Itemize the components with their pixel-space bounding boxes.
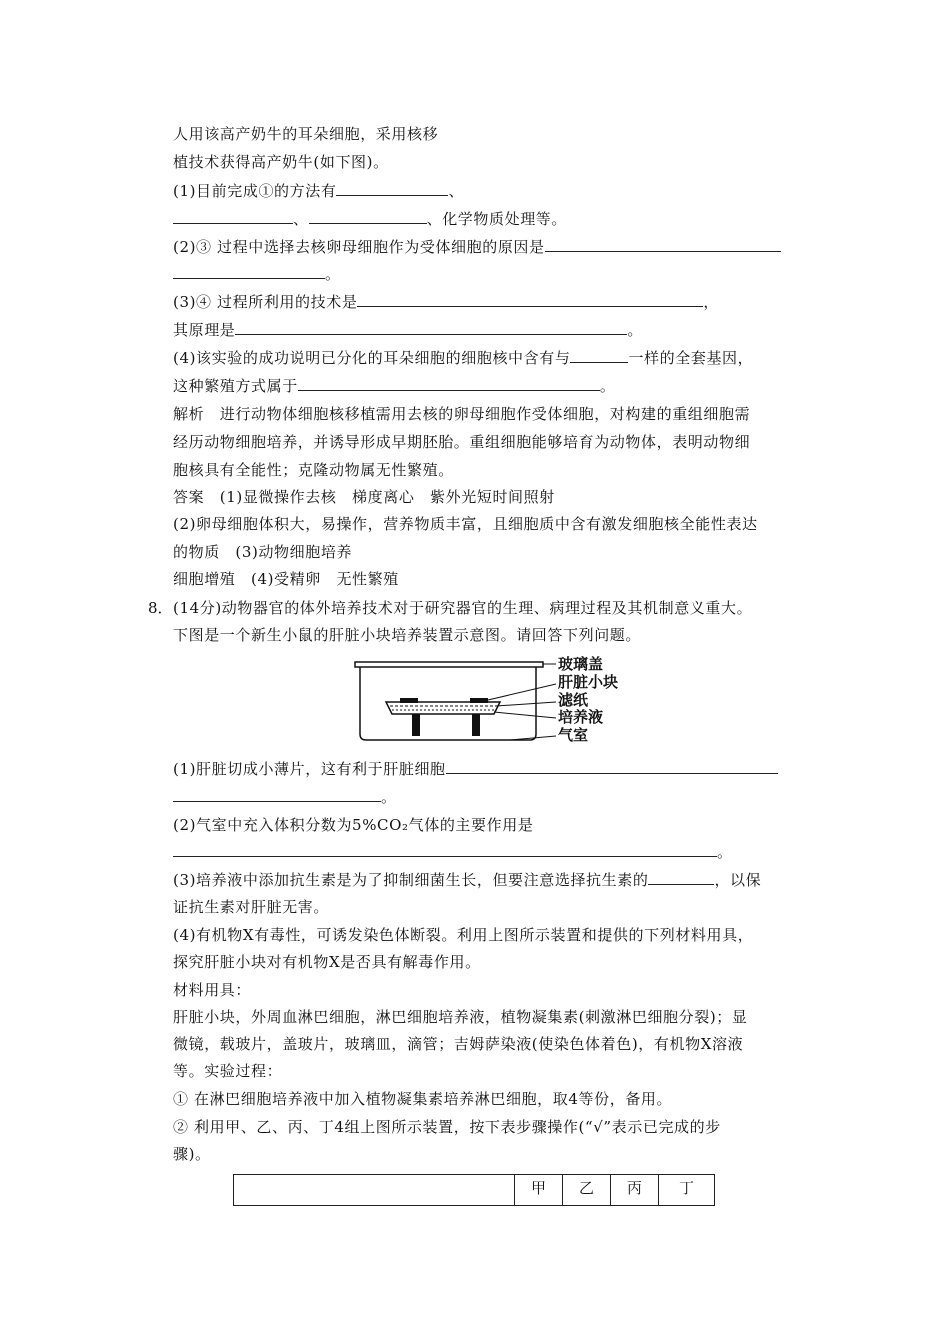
table-header-row <box>234 1175 715 1206</box>
question-number: 8． <box>148 599 173 617</box>
culture-apparatus-diagram <box>350 656 650 746</box>
step-2-line2: 骤)。 <box>173 1145 211 1163</box>
glass-lid <box>355 662 543 667</box>
answer-blank[interactable] <box>309 209 427 224</box>
q8-stem-line-1: (14分)动物器官的体外培养技术对于研究器官的生理、病理过程及其机制意义重大。 <box>173 599 753 617</box>
answer-blank[interactable] <box>570 348 628 363</box>
table-header-ding: 丁 <box>659 1175 715 1206</box>
q7-part4-end: 一样的全套基因， <box>628 349 754 367</box>
table-header-bing: 丙 <box>611 1175 659 1206</box>
q7-part4-text2: 这种繁殖方式属于 <box>173 377 298 395</box>
q8-part3-end: ，以保 <box>714 871 762 889</box>
q7-part4-line1 <box>173 348 753 368</box>
table-header-blank <box>234 1175 515 1206</box>
answer-blank[interactable] <box>648 870 714 885</box>
label-liver-piece: 肝脏小块 <box>558 673 619 691</box>
table-header-jia: 甲 <box>515 1175 563 1206</box>
answer-blank[interactable] <box>357 292 703 307</box>
q7-part1-end: 、化学物质处理等。 <box>426 210 568 228</box>
q7-part2-end: 。 <box>325 265 341 283</box>
analysis-line-1: 解析 进行动物体细胞核移植需用去核的卵母细胞作受体细胞，对构建的重组细胞需 <box>173 405 751 423</box>
q8-part3-line2: 证抗生素对肝脏无害。 <box>173 898 330 916</box>
q7-part3-principle: 其原理是 <box>173 321 236 339</box>
label-culture-medium: 培养液 <box>558 708 604 726</box>
q7-part3-end: ， <box>703 293 720 311</box>
label-filter-paper: 滤纸 <box>558 691 589 709</box>
q7-part4-line2 <box>173 376 615 396</box>
answer-line-3: 的物质 (3)动物细胞培养 <box>173 543 353 561</box>
step-1: ① 在淋巴细胞培养液中加入植物凝集素培养淋巴细胞，取4等份，备用。 <box>173 1090 673 1108</box>
q8-part1-end: 。 <box>381 788 397 806</box>
culture-vessel <box>355 662 543 740</box>
q8-part1-line1 <box>173 759 778 779</box>
answer-blank[interactable] <box>173 787 381 802</box>
answer-blank[interactable] <box>446 759 778 774</box>
q8-part4-line1: (4)有机物X有毒性，可诱发染色体断裂。利用上图所示装置和提供的下列材料用具， <box>173 926 754 944</box>
q7-part3-line1 <box>173 292 719 312</box>
q8-part4-line2: 探究肝脏小块对有机物X是否具有解毒作用。 <box>173 953 481 971</box>
table-header-yi: 乙 <box>563 1175 611 1206</box>
support-left <box>412 714 420 736</box>
answer-blank[interactable] <box>235 320 627 335</box>
answer-blank[interactable] <box>545 237 781 252</box>
q8-part1-text: (1)肝脏切成小薄片，这有利于肝脏细胞 <box>173 760 446 778</box>
q7-part2-line2 <box>173 264 341 284</box>
answer-blank[interactable] <box>173 209 293 224</box>
label-air-chamber: 气室 <box>558 726 589 744</box>
analysis-line-2: 经历动物细胞培养，并诱导形成早期胚胎。重组细胞能够培育为动物体，表明动物细 <box>173 433 751 451</box>
q8-part3-line1 <box>173 870 761 890</box>
liver-piece-right <box>470 698 488 703</box>
answer-blank[interactable] <box>173 264 325 279</box>
answer-line-2: (2)卵母细胞体积大，易操作，营养物质丰富，且细胞质中含有激发细胞核全能性表达 <box>173 515 758 533</box>
materials-line-3: 等。实验过程： <box>173 1062 283 1080</box>
q8-part2-line1: (2)气室中充入体积分数为5%CO₂气体的主要作用是 <box>173 816 534 834</box>
materials-line-1: 肝脏小块，外周血淋巴细胞，淋巴细胞培养液，植物凝集素(刺激淋巴细胞分裂)；显 <box>173 1008 748 1026</box>
intro-line-2: 植技术获得高产奶牛(如下图)。 <box>173 153 389 171</box>
label-glass-lid: 玻璃盖 <box>558 656 604 673</box>
q7-part1-text: (1)目前完成①的方法有 <box>173 182 337 200</box>
liver-piece-left <box>400 698 418 703</box>
inner-tray <box>386 702 500 714</box>
q8-part2-end: 。 <box>717 843 733 861</box>
support-right <box>472 714 480 736</box>
q8-stem-line-2: 下图是一个新生小鼠的肝脏小块培养装置示意图。请回答下列问题。 <box>173 626 642 644</box>
q7-part3-text: (3)④ 过程所利用的技术是 <box>173 293 358 311</box>
answer-blank[interactable] <box>336 181 448 196</box>
q7-part1-sep: 、 <box>448 182 465 200</box>
materials-title: 材料用具： <box>173 981 252 999</box>
q7-part4b-end: 。 <box>599 377 616 395</box>
answer-blank[interactable] <box>173 842 717 857</box>
q7-part3-line2 <box>173 320 643 340</box>
q8-part1-line2 <box>173 787 397 807</box>
step-2-line1: ② 利用甲、乙、丙、丁4组上图所示装置，按下表步骤操作(“√”表示已完成的步 <box>173 1118 721 1136</box>
q7-part3b-end: 。 <box>627 321 644 339</box>
steps-table <box>233 1174 715 1206</box>
answer-line-1: 答案 (1)显微操作去核 梯度离心 紫外光短时间照射 <box>173 488 555 506</box>
analysis-line-3: 胞核具有全能性；克隆动物属无性繁殖。 <box>173 461 454 479</box>
materials-line-2: 微镜，载玻片，盖玻片，玻璃皿，滴管；吉姆萨染液(使染色体着色)，有机物X溶液 <box>173 1035 744 1053</box>
answer-blank[interactable] <box>298 376 600 391</box>
q8-part3-text: (3)培养液中添加抗生素是为了抑制细菌生长，但要注意选择抗生素的 <box>173 871 649 889</box>
q7-part2-text: (2)③ 过程中选择去核卵母细胞作为受体细胞的原因是 <box>173 238 545 256</box>
q7-part1-sep2: 、 <box>293 210 309 228</box>
answer-line-4: 细胞增殖 (4)受精卵 无性繁殖 <box>173 570 399 588</box>
q7-part1-line2 <box>173 209 567 229</box>
q7-part1-line1 <box>173 181 464 201</box>
q7-part2-line1 <box>173 237 781 257</box>
intro-line-1: 人用该高产奶牛的耳朵细胞，采用核移 <box>173 125 439 143</box>
q8-part2-line2 <box>173 842 733 862</box>
q7-part4-text: (4)该实验的成功说明已分化的耳朵细胞的细胞核中含有与 <box>173 349 571 367</box>
